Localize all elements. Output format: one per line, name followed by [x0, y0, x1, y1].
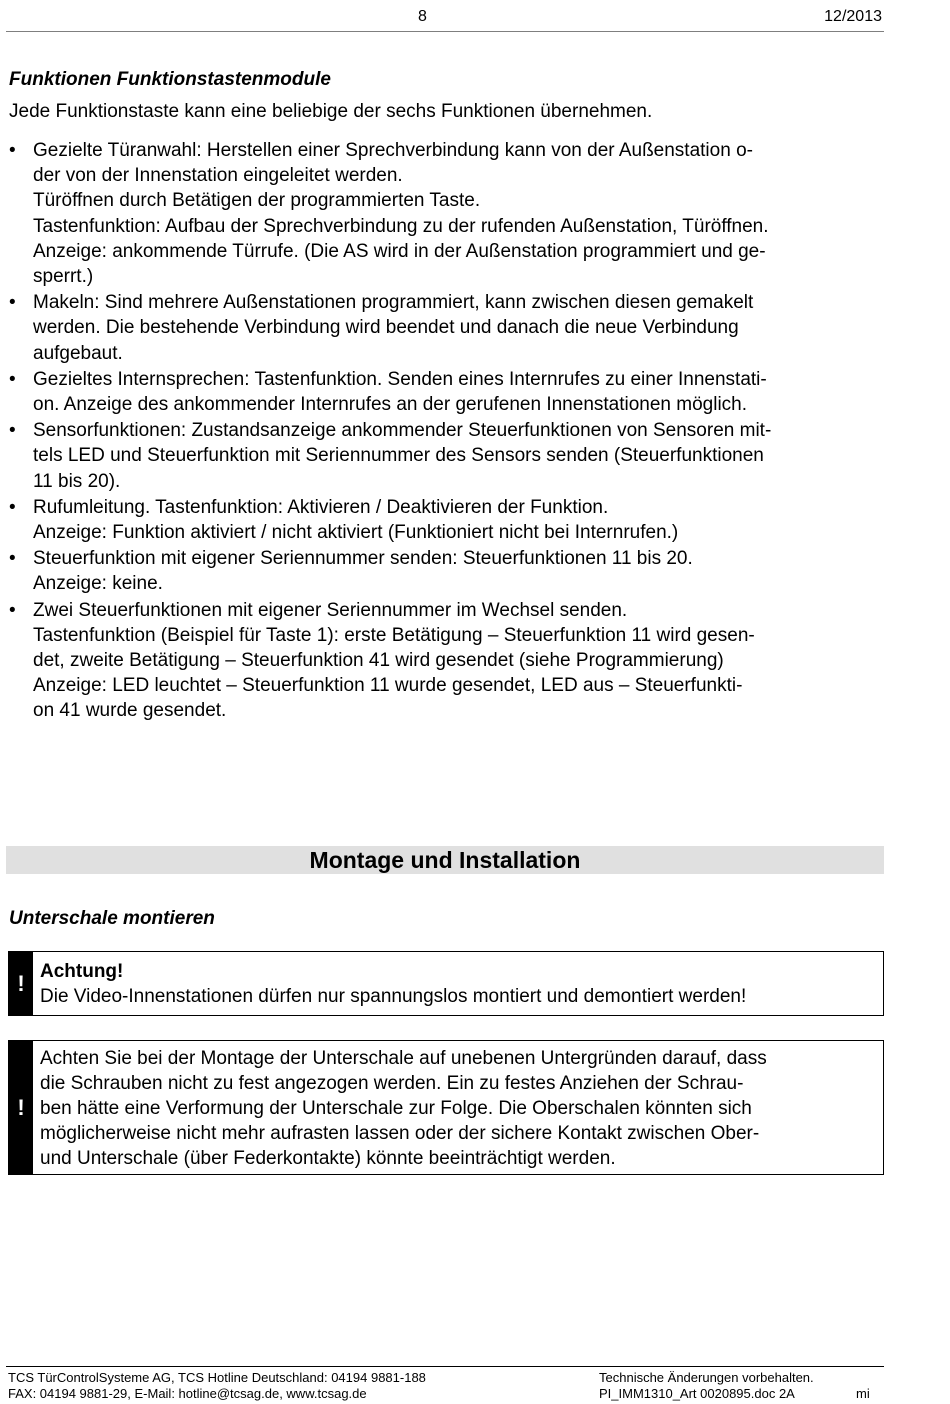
list-item — [0, 138, 890, 289]
intro-text: Jede Funktionstaste kann eine beliebige der sechs Funktionen übernehmen. — [9, 101, 653, 122]
function-bullet-list — [0, 138, 890, 725]
list-item-line: Gezieltes Internsprechen: Tastenfunktion. Senden eines Internrufes zu einer Innenstati- — [33, 368, 767, 390]
page-number: 8 — [418, 8, 427, 25]
footer-disclaimer: Technische Änderungen vorbehalten. — [599, 1370, 814, 1385]
list-item — [0, 495, 890, 545]
list-item-line: on 41 wurde gesendet. — [33, 700, 227, 722]
footer-author: mi — [856, 1386, 870, 1401]
section-title-funktionen: Funktionen Funktionstastenmodule — [9, 69, 331, 90]
list-item-line: aufgebaut. — [33, 342, 123, 364]
warning-heading: Achtung! — [40, 961, 124, 982]
footer-company: TCS TürControlSysteme AG, TCS Hotline Deutschland: 04194 9881-188 — [8, 1370, 426, 1385]
footer-contact: FAX: 04194 9881-29, E-Mail: hotline@tcsag.de, www.tcsag.de — [8, 1386, 367, 1401]
bullet-icon: • — [9, 140, 16, 161]
page-date: 12/2013 — [824, 8, 882, 25]
list-item-line: Anzeige: ankommende Türrufe. (Die AS wird in der Außenstation programmiert und ge- — [33, 240, 766, 262]
bullet-icon: • — [9, 496, 16, 518]
section-bar-montage — [6, 846, 884, 874]
bullet-icon: • — [9, 599, 16, 621]
list-item — [0, 367, 890, 417]
bullet-icon: • — [9, 368, 16, 390]
list-item-line: tels LED und Steuerfunktion mit Seriennummer des Sensors senden (Steuerfunktionen — [33, 445, 764, 467]
list-item-line: det, zweite Betätigung – Steuerfunktion 41 wird gesendet (siehe Programmierung) — [33, 650, 724, 672]
page-footer — [6, 1366, 884, 1401]
warning-line: die Schrauben nicht zu fest angezogen werden. Ein zu festes Anziehen der Schrau- — [40, 1073, 744, 1094]
warning-box-achtung — [8, 951, 884, 1016]
list-item — [0, 418, 890, 494]
bullet-icon: • — [9, 548, 16, 570]
list-item-line: Anzeige: LED leuchtet – Steuerfunktion 11 wurde gesendet, LED aus – Steuerfunkti- — [33, 675, 743, 697]
list-item-line: der von der Innenstation eingeleitet werden. — [33, 165, 403, 187]
warning-line: möglicherweise nicht mehr aufrasten lassen oder der sichere Kontakt zwischen Ober- — [40, 1123, 760, 1144]
list-item-line: 11 bis 20). — [33, 470, 121, 492]
list-item-line: on. Anzeige des ankommender Internrufes an der gerufenen Innenstationen möglich. — [33, 394, 748, 416]
list-item-line: Anzeige: keine. — [33, 573, 163, 595]
bullet-icon: • — [9, 292, 16, 314]
section-heading-montage: Montage und Installation — [309, 847, 581, 873]
warning-line: und Unterschale (über Federkontakte) könnte beeinträchtigt werden. — [40, 1148, 616, 1169]
bullet-icon: • — [9, 420, 16, 442]
list-item-line: Tastenfunktion (Beispiel für Taste 1): erste Betätigung – Steuerfunktion 11 wird gesen- — [33, 624, 755, 646]
page-header — [6, 0, 884, 32]
list-item-line: Tastenfunktion: Aufbau der Sprechverbindung zu der rufenden Außenstation, Türöffnen. — [33, 215, 769, 237]
list-item — [0, 598, 890, 724]
footer-docref: PI_IMM1310_Art 0020895.doc 2A — [599, 1386, 795, 1401]
list-item-line: Steuerfunktion mit eigener Seriennummer senden: Steuerfunktionen 11 bis 20. — [33, 548, 693, 570]
list-item — [0, 290, 890, 366]
subsection-title-unterschale: Unterschale montieren — [9, 908, 215, 929]
warning-text: Die Video-Innenstationen dürfen nur spannungslos montiert und demontiert werden! — [40, 986, 747, 1007]
warning-line: Achten Sie bei der Montage der Unterschale auf unebenen Untergründen darauf, dass — [40, 1048, 767, 1069]
exclamation-icon: ! — [9, 952, 33, 1015]
list-item-line: sperrt.) — [33, 266, 94, 288]
list-item-line: Gezielte Türanwahl: Herstellen einer Sprechverbindung kann von der Außenstation o- — [33, 140, 753, 161]
list-item — [0, 546, 890, 596]
list-item-line: Makeln: Sind mehrere Außenstationen programmiert, kann zwischen diesen gemakelt — [33, 292, 754, 314]
list-item-line: Rufumleitung. Tastenfunktion: Aktivieren / Deaktivieren der Funktion. — [33, 496, 609, 518]
list-item-line: werden. Die bestehende Verbindung wird beendet und danach die neue Verbindung — [33, 317, 739, 339]
exclamation-icon: ! — [9, 1041, 33, 1174]
warning-box-montage — [8, 1040, 884, 1175]
list-item-line: Anzeige: Funktion aktiviert / nicht aktiviert (Funktioniert nicht bei Internrufen.) — [33, 522, 679, 544]
list-item-line: Sensorfunktionen: Zustandsanzeige ankommender Steuerfunktionen von Sensoren mit- — [33, 420, 772, 442]
list-item-line: Zwei Steuerfunktionen mit eigener Seriennummer im Wechsel senden. — [33, 599, 628, 621]
warning-line: ben hätte eine Verformung der Unterschale zur Folge. Die Oberschalen könnten sich — [40, 1098, 752, 1119]
list-item-line: Türöffnen durch Betätigen der programmierten Taste. — [33, 190, 481, 212]
